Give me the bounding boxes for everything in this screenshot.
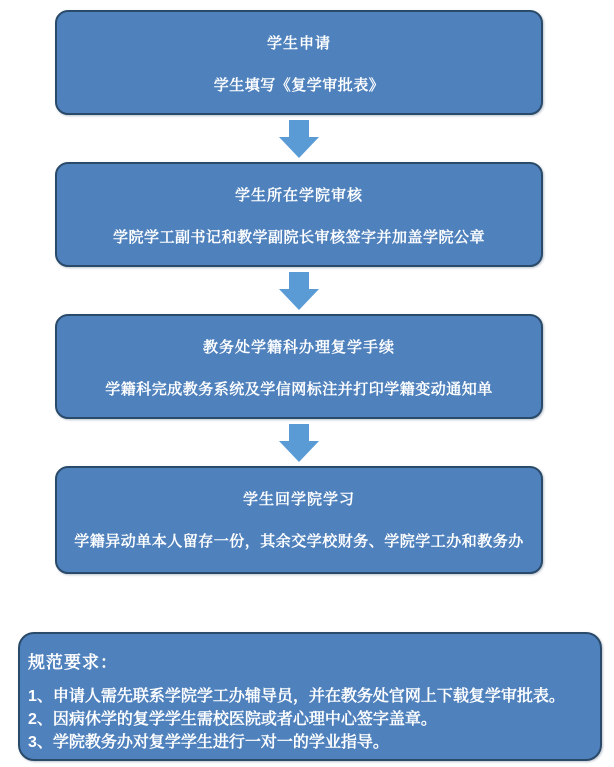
down-arrow-icon [55, 419, 543, 466]
flow-step-subtitle: 学生填写《复学审批表》 [213, 77, 385, 94]
flow-step-title: 学生回学院学习 [242, 491, 355, 508]
flow-step-subtitle: 学院学工副书记和教学副院长审核签字并加盖学院公章 [112, 229, 485, 246]
flow-step-subtitle: 学籍异动单本人留存一份，其余交学校财务、学院学工办和教务办 [74, 533, 524, 550]
notes-item: 2、因病休学的复学学生需校医院或者心理中心签字盖章。 [28, 711, 437, 728]
down-arrow-icon [55, 267, 543, 314]
flow-step-registrar-processing [55, 314, 543, 419]
notes-item: 1、申请人需先联系学院学工办辅导员，并在教务处官网上下载复学审批表。 [28, 688, 565, 705]
flow-step-student-application [55, 10, 543, 115]
flow-step-title: 学生所在学院审核 [234, 187, 363, 204]
flow-step-subtitle: 学籍科完成教务系统及学信网标注并打印学籍变动通知单 [105, 381, 493, 398]
flowchart [55, 10, 543, 574]
down-arrow-icon [55, 115, 543, 162]
flow-step-title: 教务处学籍科办理复学手续 [202, 339, 395, 356]
notes-item: 3、学院教务办对复学学生进行一对一的学业指导。 [28, 734, 389, 751]
flow-step-return-to-college [55, 466, 543, 574]
flow-step-title: 学生申请 [266, 35, 331, 52]
notes-box [18, 632, 602, 761]
notes-title: 规范要求： [28, 653, 118, 672]
flow-step-college-review [55, 162, 543, 267]
